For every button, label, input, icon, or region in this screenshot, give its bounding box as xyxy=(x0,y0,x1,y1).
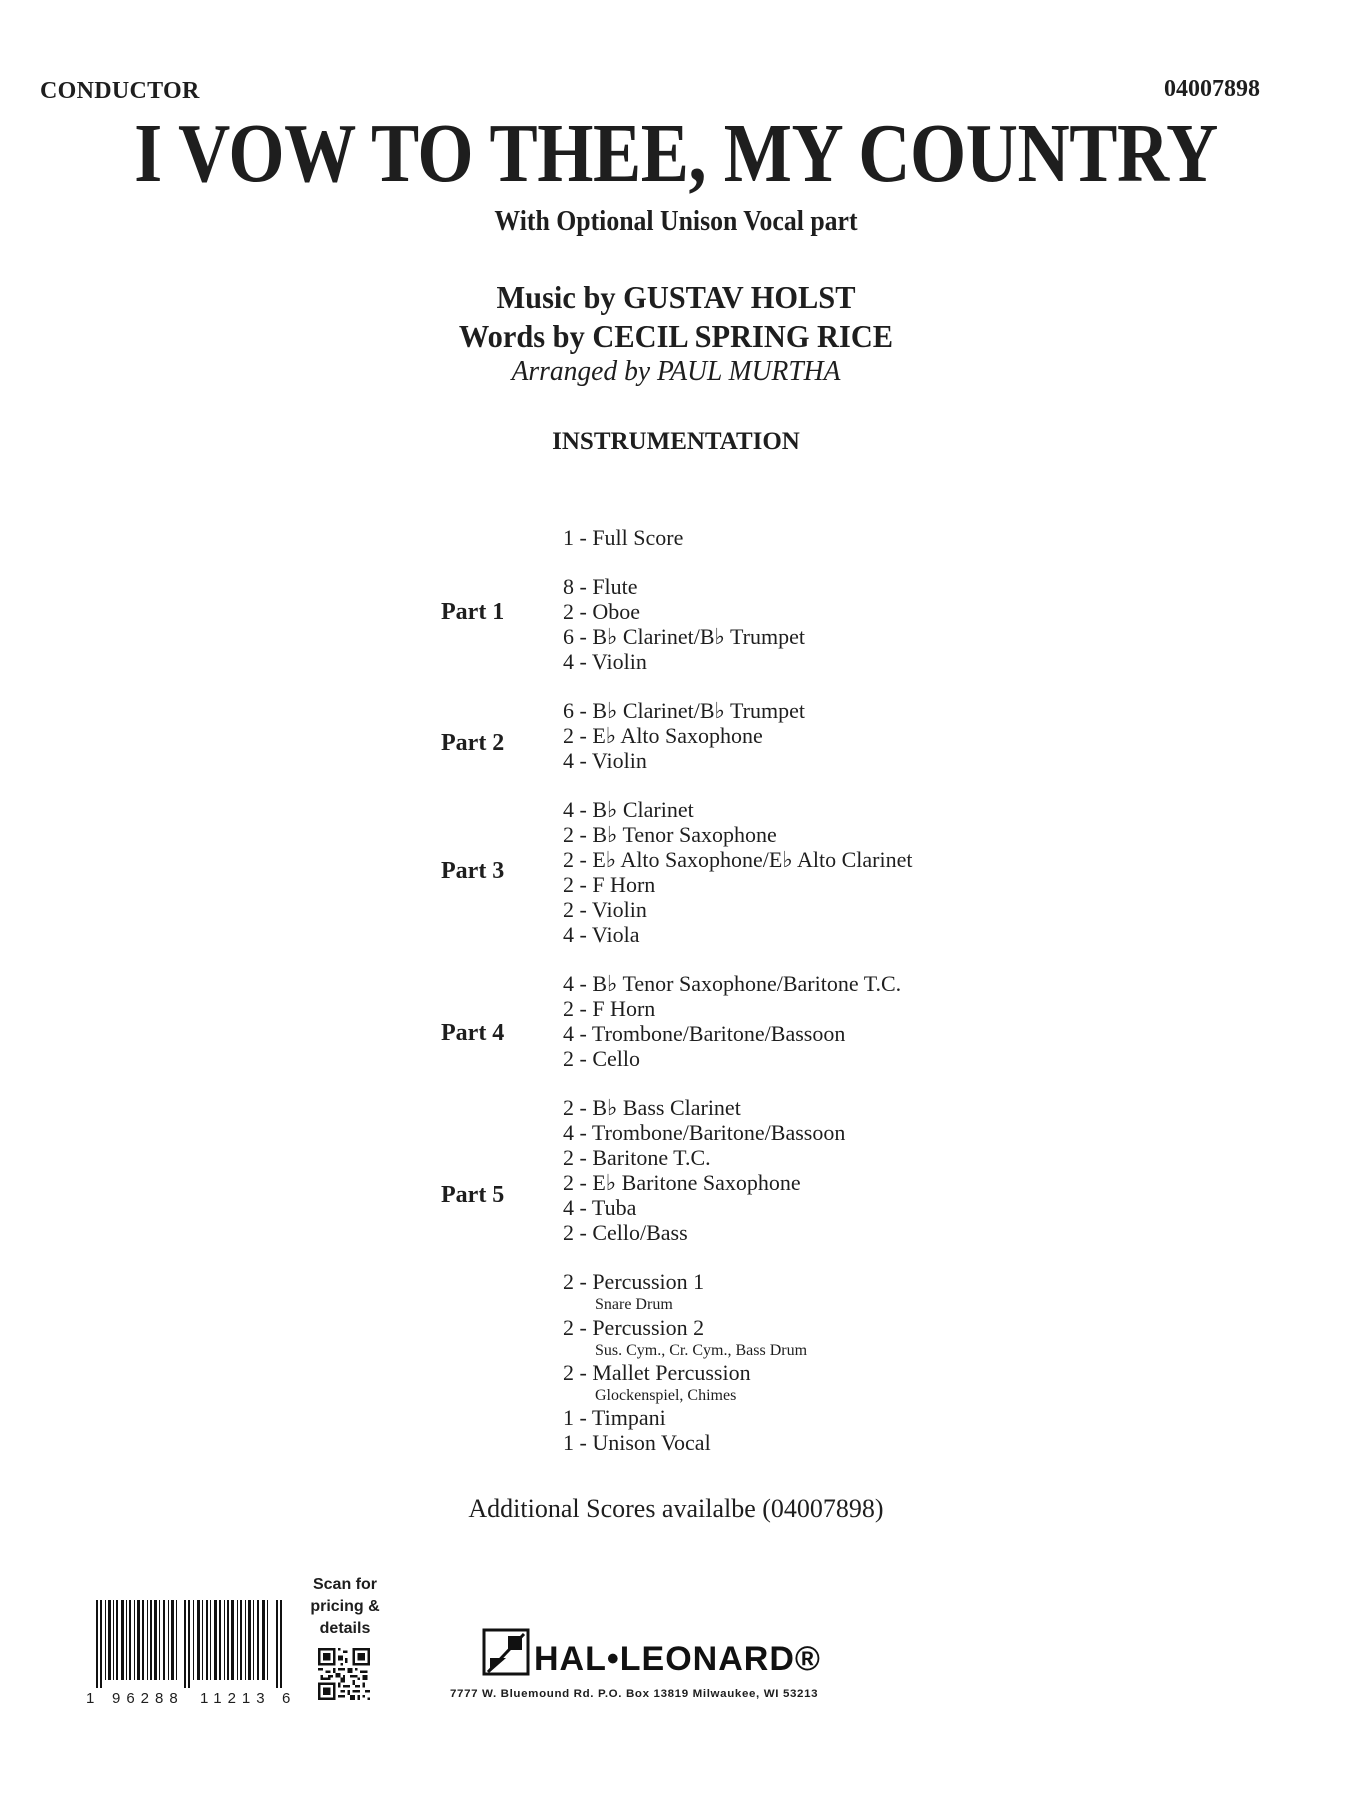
instrument-detail: Sus. Cym., Cr. Cym., Bass Drum xyxy=(595,1342,808,1359)
part-label: Part 3 xyxy=(441,858,505,884)
instrument-line: 1 - Unison Vocal xyxy=(563,1430,711,1455)
scan-line: Scan for xyxy=(312,1576,377,1593)
instrument-line: 2 - Cello xyxy=(563,1046,640,1071)
instrument-line: 2 - E♭ Alto Saxophone xyxy=(563,723,763,748)
part-label-conductor: CONDUCTOR xyxy=(40,78,200,104)
catalog-number: 04007898 xyxy=(1164,76,1260,102)
instrument-line: 4 - Tuba xyxy=(563,1195,637,1220)
scan-line: details xyxy=(319,1620,371,1637)
part-label: Part 1 xyxy=(441,599,505,625)
subtitle: With Optional Unison Vocal part xyxy=(494,206,858,237)
instrument-line: 1 - Full Score xyxy=(563,525,684,550)
scan-for-pricing-text xyxy=(305,1574,385,1640)
instrument-line: 4 - Trombone/Baritone/Bassoon xyxy=(563,1021,846,1046)
part-label: Part 5 xyxy=(441,1182,505,1208)
instrument-line: 2 - E♭ Baritone Saxophone xyxy=(563,1170,801,1195)
instrument-line: 1 - Timpani xyxy=(563,1405,666,1430)
instrument-line: 4 - B♭ Tenor Saxophone/Baritone T.C. xyxy=(563,971,902,996)
instrument-line: 2 - Percussion 1 xyxy=(563,1269,705,1294)
instrument-line: 4 - Trombone/Baritone/Bassoon xyxy=(563,1120,846,1145)
publisher-address: 7777 W. Bluemound Rd. P.O. Box 13819 Milwaukee, WI 53213 xyxy=(450,1688,819,1700)
instrument-line: 2 - Percussion 2 xyxy=(563,1315,705,1340)
instrument-line: 2 - F Horn xyxy=(563,872,656,897)
music-credit: Music by GUSTAV HOLST xyxy=(496,279,856,315)
additional-scores-note: Additional Scores availalbe (04007898) xyxy=(468,1494,884,1523)
instrument-line: 2 - F Horn xyxy=(563,996,656,1021)
instrument-line: 2 - B♭ Tenor Saxophone xyxy=(563,822,777,847)
instrument-line: 2 - Baritone T.C. xyxy=(563,1145,711,1170)
barcode-digit: 96288 xyxy=(112,1690,184,1707)
part-label: Part 2 xyxy=(441,730,505,756)
instrument-line: 2 - Cello/Bass xyxy=(563,1220,688,1245)
instrument-line: 4 - B♭ Clarinet xyxy=(563,797,694,822)
instrument-line: 2 - Oboe xyxy=(563,599,640,624)
barcode-digit: 6 xyxy=(282,1690,291,1707)
page-title: I VOW TO THEE, MY COUNTRY xyxy=(134,107,1218,200)
barcode-image xyxy=(96,1600,286,1688)
barcode-digit: 11213 xyxy=(200,1690,271,1707)
hal-leonard-logo xyxy=(482,1628,872,1678)
instrument-line: 4 - Violin xyxy=(563,649,647,674)
hal-leonard-logo-text: HAL•LEONARD® xyxy=(534,1640,821,1678)
instrument-line: 6 - B♭ Clarinet/B♭ Trumpet xyxy=(563,698,805,723)
instrument-line: 6 - B♭ Clarinet/B♭ Trumpet xyxy=(563,624,805,649)
instrument-line: 2 - B♭ Bass Clarinet xyxy=(563,1095,741,1120)
instrument-detail: Glockenspiel, Chimes xyxy=(595,1387,737,1404)
qr-code-icon[interactable] xyxy=(318,1648,370,1700)
instrument-detail: Snare Drum xyxy=(595,1296,673,1313)
instrument-line: 2 - Mallet Percussion xyxy=(563,1360,751,1385)
instrument-line: 8 - Flute xyxy=(563,574,638,599)
words-credit: Words by CECIL SPRING RICE xyxy=(458,318,894,354)
instrument-line: 2 - E♭ Alto Saxophone/E♭ Alto Clarinet xyxy=(563,847,913,872)
instrument-line: 4 - Violin xyxy=(563,748,647,773)
arranger-credit: Arranged by PAUL MURTHA xyxy=(511,355,841,387)
part-label: Part 4 xyxy=(441,1020,505,1046)
instrument-line: 2 - Violin xyxy=(563,897,647,922)
barcode-digit: 1 xyxy=(86,1690,95,1707)
scan-line: pricing & xyxy=(310,1598,380,1615)
instrument-line: 4 - Viola xyxy=(563,922,640,947)
instrumentation-heading: INSTRUMENTATION xyxy=(552,428,800,455)
